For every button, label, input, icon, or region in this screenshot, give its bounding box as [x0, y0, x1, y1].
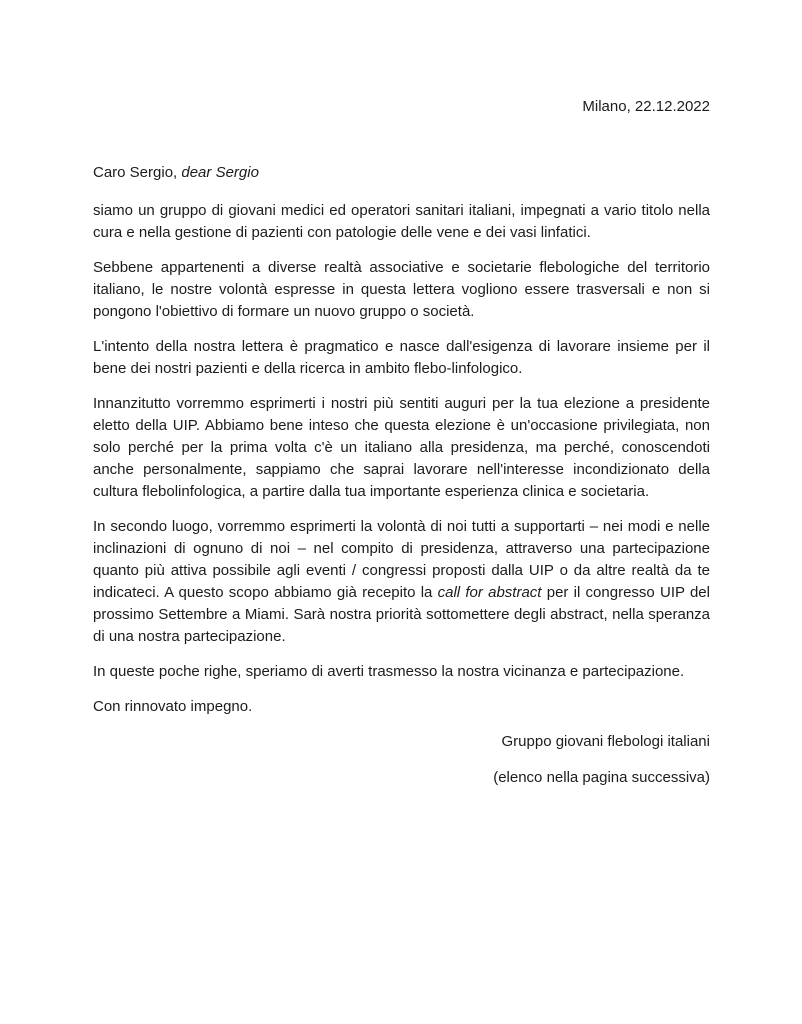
- paragraph-auguri: Innanzitutto vorremmo esprimerti i nostri più sentiti auguri per la tua elezione a presidente eletto della UIP. Abbiamo bene inteso che questa elezione è un'occasione privilegiata, non solo perché per la prima volta c'è un italiano alla presidenza, ma perché, conoscendoti anche personalmente, sappiamo che saprai lavorare nell'interesse incondizionato della cultura flebolinfologica, a partire dalla tua importante esperienza clinica e societaria.: [93, 395, 710, 500]
- paragraph-supporto-text-post: per il congresso UIP del prossimo Settembre a Miami. Sarà nostra priorità sottomettere degli abstract, nella speranza di una nostra partecipazione.: [93, 584, 710, 645]
- signature-note: (elenco nella pagina successiva): [493, 769, 710, 786]
- paragraph-supporto-text-pre: In secondo luogo, vorremmo esprimerti la volontà di noi tutti a supportarti – nei modi e nelle inclinazioni di ognuno di noi – nel compito di presidenza, attraverso una partecipazione quanto più attiva possibile agli eventi / congressi proposti dalla UIP o da altre realtà da te indicateci. A questo scopo abbiamo già recepito la: [93, 518, 710, 601]
- salutation: [93, 162, 710, 184]
- paragraph-closing: Con rinnovato impegno.: [93, 698, 253, 715]
- paragraph-intro: siamo un gruppo di giovani medici ed operatori sanitari italiani, impegnati a vario titolo nella cura e nella gestione di pazienti con patologie delle vene e dei vasi linfatici.: [93, 202, 710, 241]
- paragraph-supporto: [93, 516, 710, 648]
- paragraph-vicinanza: In queste poche righe, speriamo di averti trasmesso la nostra vicinanza e partecipazione.: [93, 663, 685, 680]
- paragraph-sebbene: Sebbene appartenenti a diverse realtà associative e societarie flebologiche del territorio italiano, le nostre volontà espresse in questa lettera vogliono essere trasversali e non si pongono l'obiettivo di formare un nuovo gruppo o società.: [93, 259, 710, 320]
- salutation-text: Caro Sergio,: [93, 164, 182, 181]
- paragraph-intento: L'intento della nostra lettera è pragmatico e nasce dall'esigenza di lavorare insieme per il bene dei nostri pazienti e della ricerca in ambito flebo-linfologico.: [93, 338, 710, 377]
- paragraph-supporto-italic-text: call for abstract: [437, 584, 542, 601]
- salutation-italic-text: dear Sergio: [181, 164, 259, 181]
- signature-group-name: Gruppo giovani flebologi italiani: [501, 733, 710, 750]
- date-line: Milano, 22.12.2022: [582, 98, 710, 115]
